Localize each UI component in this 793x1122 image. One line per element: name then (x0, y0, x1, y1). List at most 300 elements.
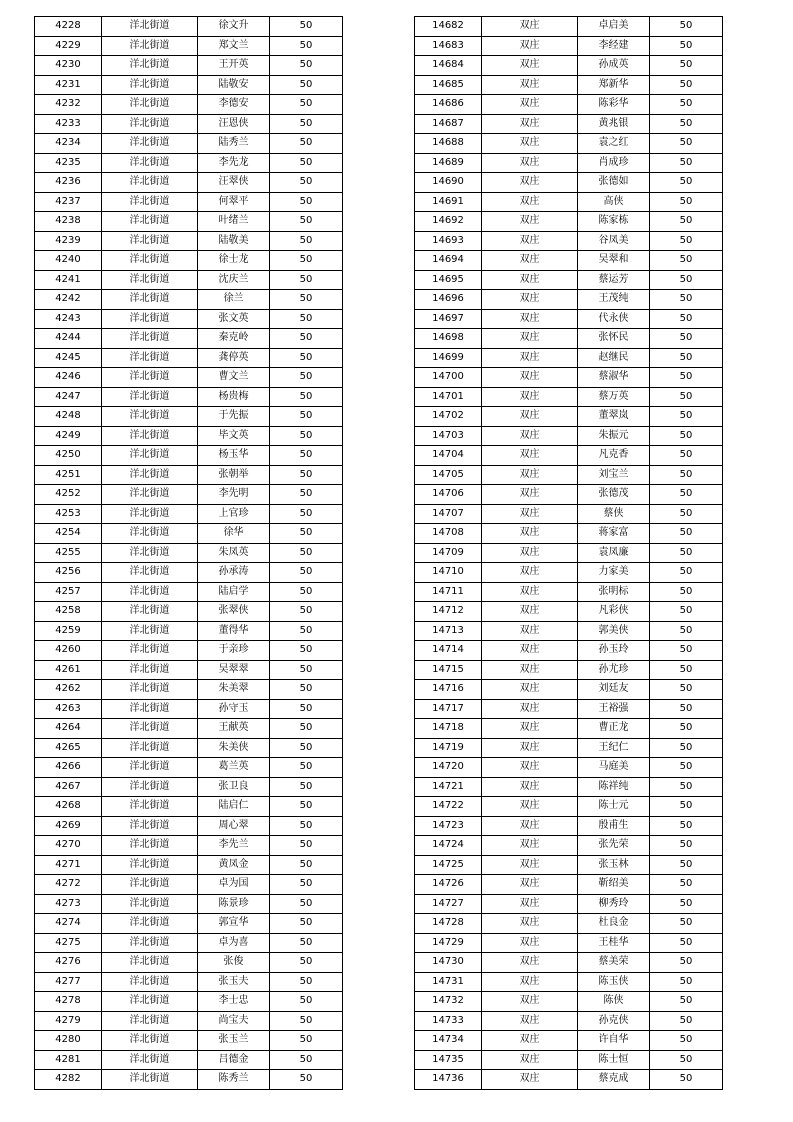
area-cell: 洋北街道 (102, 309, 198, 329)
amount-cell: 50 (650, 348, 723, 368)
row-id-cell: 14696 (415, 290, 482, 310)
area-cell: 双庄 (482, 290, 578, 310)
name-cell: 郭美侠 (578, 621, 650, 641)
amount-cell: 50 (650, 329, 723, 349)
table-row (35, 329, 343, 349)
row-id-cell: 14701 (415, 387, 482, 407)
area-cell: 洋北街道 (102, 680, 198, 700)
row-id-cell: 14700 (415, 368, 482, 388)
area-cell: 双庄 (482, 446, 578, 466)
row-id-cell: 4281 (35, 1050, 102, 1070)
row-id-cell: 14723 (415, 816, 482, 836)
name-cell: 蔡美荣 (578, 953, 650, 973)
row-id-cell: 4230 (35, 56, 102, 76)
name-cell: 殷甫生 (578, 816, 650, 836)
row-id-cell: 4253 (35, 504, 102, 524)
name-cell: 张俊 (198, 953, 270, 973)
amount-cell: 50 (270, 212, 343, 232)
amount-cell: 50 (270, 699, 343, 719)
row-id-cell: 14726 (415, 875, 482, 895)
amount-cell: 50 (270, 134, 343, 154)
name-cell: 王纪仁 (578, 738, 650, 758)
table-row (35, 699, 343, 719)
area-cell: 双庄 (482, 17, 578, 37)
area-cell: 双庄 (482, 758, 578, 778)
left-table (34, 16, 343, 1090)
amount-cell: 50 (270, 836, 343, 856)
amount-cell: 50 (270, 660, 343, 680)
name-cell: 肖成珍 (578, 153, 650, 173)
area-cell: 洋北街道 (102, 485, 198, 505)
name-cell: 赵继民 (578, 348, 650, 368)
row-id-cell: 4237 (35, 192, 102, 212)
area-cell: 双庄 (482, 95, 578, 115)
left-table-body (35, 17, 343, 1090)
area-cell: 洋北街道 (102, 504, 198, 524)
name-cell: 力家美 (578, 563, 650, 583)
row-id-cell: 4248 (35, 407, 102, 427)
amount-cell: 50 (270, 309, 343, 329)
table-row (415, 426, 723, 446)
area-cell: 双庄 (482, 251, 578, 271)
amount-cell: 50 (270, 348, 343, 368)
table-row (415, 1031, 723, 1051)
area-cell: 洋北街道 (102, 894, 198, 914)
area-cell: 双庄 (482, 309, 578, 329)
area-cell: 洋北街道 (102, 1070, 198, 1090)
name-cell: 沈庆兰 (198, 270, 270, 290)
table-row (415, 1050, 723, 1070)
row-id-cell: 4239 (35, 231, 102, 251)
area-cell: 洋北街道 (102, 953, 198, 973)
row-id-cell: 14717 (415, 699, 482, 719)
table-row (35, 17, 343, 37)
table-row (415, 777, 723, 797)
table-row (35, 309, 343, 329)
name-cell: 王开英 (198, 56, 270, 76)
row-id-cell: 4273 (35, 894, 102, 914)
name-cell: 吴翠翠 (198, 660, 270, 680)
amount-cell: 50 (270, 719, 343, 739)
name-cell: 王茂纯 (578, 290, 650, 310)
area-cell: 洋北街道 (102, 290, 198, 310)
table-row (415, 95, 723, 115)
name-cell: 张玉林 (578, 855, 650, 875)
table-row (415, 56, 723, 76)
table-row (35, 875, 343, 895)
name-cell: 吕德金 (198, 1050, 270, 1070)
area-cell: 洋北街道 (102, 816, 198, 836)
name-cell: 陈景珍 (198, 894, 270, 914)
amount-cell: 50 (270, 563, 343, 583)
row-id-cell: 14729 (415, 933, 482, 953)
name-cell: 张翠侠 (198, 602, 270, 622)
table-row (415, 231, 723, 251)
amount-cell: 50 (650, 797, 723, 817)
row-id-cell: 14731 (415, 972, 482, 992)
amount-cell: 50 (270, 738, 343, 758)
table-row (415, 992, 723, 1012)
area-cell: 洋北街道 (102, 1031, 198, 1051)
amount-cell: 50 (650, 1070, 723, 1090)
table-row (35, 914, 343, 934)
table-row (415, 134, 723, 154)
row-id-cell: 4254 (35, 524, 102, 544)
amount-cell: 50 (650, 1031, 723, 1051)
amount-cell: 50 (650, 855, 723, 875)
row-id-cell: 4272 (35, 875, 102, 895)
area-cell: 双庄 (482, 563, 578, 583)
amount-cell: 50 (650, 758, 723, 778)
table-row (415, 875, 723, 895)
amount-cell: 50 (650, 95, 723, 115)
name-cell: 张玉夫 (198, 972, 270, 992)
amount-cell: 50 (270, 777, 343, 797)
row-id-cell: 14728 (415, 914, 482, 934)
area-cell: 双庄 (482, 777, 578, 797)
row-id-cell: 14736 (415, 1070, 482, 1090)
row-id-cell: 4268 (35, 797, 102, 817)
area-cell: 双庄 (482, 524, 578, 544)
amount-cell: 50 (650, 660, 723, 680)
amount-cell: 50 (270, 75, 343, 95)
amount-cell: 50 (650, 485, 723, 505)
row-id-cell: 4238 (35, 212, 102, 232)
row-id-cell: 4256 (35, 563, 102, 583)
area-cell: 洋北街道 (102, 134, 198, 154)
amount-cell: 50 (650, 17, 723, 37)
amount-cell: 50 (270, 524, 343, 544)
table-row (35, 972, 343, 992)
row-id-cell: 4229 (35, 36, 102, 56)
table-row (35, 153, 343, 173)
row-id-cell: 14735 (415, 1050, 482, 1070)
area-cell: 双庄 (482, 212, 578, 232)
row-id-cell: 14722 (415, 797, 482, 817)
amount-cell: 50 (650, 582, 723, 602)
amount-cell: 50 (650, 36, 723, 56)
table-row (35, 251, 343, 271)
table-row (415, 387, 723, 407)
table-row (35, 290, 343, 310)
table-row (415, 660, 723, 680)
table-row (35, 114, 343, 134)
table-row (415, 972, 723, 992)
area-cell: 洋北街道 (102, 875, 198, 895)
table-row (415, 368, 723, 388)
row-id-cell: 14706 (415, 485, 482, 505)
name-cell: 徐兰 (198, 290, 270, 310)
table-row (35, 465, 343, 485)
row-id-cell: 14718 (415, 719, 482, 739)
table-row (415, 212, 723, 232)
name-cell: 叶绪兰 (198, 212, 270, 232)
row-id-cell: 4275 (35, 933, 102, 953)
amount-cell: 50 (650, 621, 723, 641)
area-cell: 洋北街道 (102, 582, 198, 602)
table-row (35, 1050, 343, 1070)
row-id-cell: 14715 (415, 660, 482, 680)
table-row (35, 953, 343, 973)
area-cell: 双庄 (482, 368, 578, 388)
row-id-cell: 14716 (415, 680, 482, 700)
area-cell: 洋北街道 (102, 75, 198, 95)
amount-cell: 50 (270, 816, 343, 836)
name-cell: 卓启美 (578, 17, 650, 37)
name-cell: 于亲珍 (198, 641, 270, 661)
area-cell: 双庄 (482, 738, 578, 758)
table-row (35, 641, 343, 661)
table-row (415, 290, 723, 310)
name-cell: 凡彩侠 (578, 602, 650, 622)
name-cell: 陆启仁 (198, 797, 270, 817)
area-cell: 洋北街道 (102, 855, 198, 875)
amount-cell: 50 (270, 192, 343, 212)
row-id-cell: 4267 (35, 777, 102, 797)
name-cell: 郑文兰 (198, 36, 270, 56)
table-row (415, 641, 723, 661)
amount-cell: 50 (650, 173, 723, 193)
amount-cell: 50 (650, 699, 723, 719)
table-row (35, 1031, 343, 1051)
name-cell: 马庭美 (578, 758, 650, 778)
amount-cell: 50 (650, 543, 723, 563)
right-table (414, 16, 723, 1090)
row-id-cell: 14719 (415, 738, 482, 758)
name-cell: 陈彩华 (578, 95, 650, 115)
area-cell: 洋北街道 (102, 777, 198, 797)
area-cell: 双庄 (482, 816, 578, 836)
table-row (415, 348, 723, 368)
table-row (415, 855, 723, 875)
area-cell: 洋北街道 (102, 543, 198, 563)
name-cell: 毕文英 (198, 426, 270, 446)
name-cell: 谷凤美 (578, 231, 650, 251)
row-id-cell: 4270 (35, 836, 102, 856)
table-row (415, 582, 723, 602)
area-cell: 洋北街道 (102, 368, 198, 388)
table-row (35, 173, 343, 193)
table-row (35, 582, 343, 602)
row-id-cell: 14724 (415, 836, 482, 856)
table-row (35, 36, 343, 56)
name-cell: 于先振 (198, 407, 270, 427)
amount-cell: 50 (270, 602, 343, 622)
row-id-cell: 4250 (35, 446, 102, 466)
area-cell: 洋北街道 (102, 602, 198, 622)
amount-cell: 50 (270, 953, 343, 973)
area-cell: 洋北街道 (102, 251, 198, 271)
area-cell: 双庄 (482, 153, 578, 173)
row-id-cell: 14732 (415, 992, 482, 1012)
table-row (35, 368, 343, 388)
table-row (35, 719, 343, 739)
amount-cell: 50 (270, 290, 343, 310)
amount-cell: 50 (270, 485, 343, 505)
row-id-cell: 4263 (35, 699, 102, 719)
table-row (35, 192, 343, 212)
name-cell: 尚宝夫 (198, 1011, 270, 1031)
row-id-cell: 4269 (35, 816, 102, 836)
amount-cell: 50 (270, 797, 343, 817)
area-cell: 双庄 (482, 972, 578, 992)
amount-cell: 50 (650, 563, 723, 583)
amount-cell: 50 (650, 719, 723, 739)
area-cell: 双庄 (482, 582, 578, 602)
amount-cell: 50 (270, 1031, 343, 1051)
row-id-cell: 14686 (415, 95, 482, 115)
row-id-cell: 4246 (35, 368, 102, 388)
area-cell: 双庄 (482, 641, 578, 661)
amount-cell: 50 (270, 504, 343, 524)
name-cell: 蔡淑华 (578, 368, 650, 388)
area-cell: 双庄 (482, 465, 578, 485)
name-cell: 陈家栋 (578, 212, 650, 232)
area-cell: 洋北街道 (102, 563, 198, 583)
table-row (415, 738, 723, 758)
amount-cell: 50 (650, 816, 723, 836)
right-table-body (415, 17, 723, 1090)
amount-cell: 50 (650, 290, 723, 310)
amount-cell: 50 (270, 426, 343, 446)
name-cell: 孙守玉 (198, 699, 270, 719)
name-cell: 孙尤珍 (578, 660, 650, 680)
amount-cell: 50 (270, 621, 343, 641)
area-cell: 洋北街道 (102, 426, 198, 446)
area-cell: 洋北街道 (102, 153, 198, 173)
area-cell: 洋北街道 (102, 465, 198, 485)
row-id-cell: 14702 (415, 407, 482, 427)
row-id-cell: 14733 (415, 1011, 482, 1031)
row-id-cell: 14703 (415, 426, 482, 446)
area-cell: 洋北街道 (102, 114, 198, 134)
table-row (415, 309, 723, 329)
amount-cell: 50 (270, 270, 343, 290)
area-cell: 洋北街道 (102, 621, 198, 641)
table-row (35, 387, 343, 407)
area-cell: 双庄 (482, 114, 578, 134)
amount-cell: 50 (650, 153, 723, 173)
row-id-cell: 14712 (415, 602, 482, 622)
row-id-cell: 4257 (35, 582, 102, 602)
name-cell: 李经建 (578, 36, 650, 56)
table-row (415, 329, 723, 349)
table-row (415, 543, 723, 563)
row-id-cell: 4274 (35, 914, 102, 934)
row-id-cell: 14684 (415, 56, 482, 76)
name-cell: 张明标 (578, 582, 650, 602)
amount-cell: 50 (650, 251, 723, 271)
row-id-cell: 14688 (415, 134, 482, 154)
amount-cell: 50 (270, 1070, 343, 1090)
name-cell: 汪恩侠 (198, 114, 270, 134)
area-cell: 双庄 (482, 329, 578, 349)
area-cell: 双庄 (482, 426, 578, 446)
row-id-cell: 14698 (415, 329, 482, 349)
name-cell: 孙承涛 (198, 563, 270, 583)
table-row (35, 758, 343, 778)
table-row (415, 192, 723, 212)
table-row (35, 446, 343, 466)
area-cell: 双庄 (482, 719, 578, 739)
name-cell: 蔡万英 (578, 387, 650, 407)
table-row (415, 465, 723, 485)
table-row (35, 894, 343, 914)
amount-cell: 50 (270, 329, 343, 349)
table-row (35, 602, 343, 622)
row-id-cell: 4228 (35, 17, 102, 37)
amount-cell: 50 (270, 972, 343, 992)
table-row (35, 231, 343, 251)
row-id-cell: 4276 (35, 953, 102, 973)
row-id-cell: 14690 (415, 173, 482, 193)
amount-cell: 50 (650, 680, 723, 700)
row-id-cell: 4251 (35, 465, 102, 485)
amount-cell: 50 (270, 446, 343, 466)
table-row (35, 56, 343, 76)
amount-cell: 50 (270, 933, 343, 953)
area-cell: 双庄 (482, 75, 578, 95)
row-id-cell: 14694 (415, 251, 482, 271)
table-row (35, 524, 343, 544)
area-cell: 双庄 (482, 173, 578, 193)
row-id-cell: 14720 (415, 758, 482, 778)
table-row (415, 270, 723, 290)
area-cell: 洋北街道 (102, 719, 198, 739)
row-id-cell: 14697 (415, 309, 482, 329)
area-cell: 双庄 (482, 192, 578, 212)
row-id-cell: 14734 (415, 1031, 482, 1051)
name-cell: 柳秀玲 (578, 894, 650, 914)
area-cell: 双庄 (482, 992, 578, 1012)
name-cell: 杨贵梅 (198, 387, 270, 407)
amount-cell: 50 (650, 407, 723, 427)
name-cell: 朱凤英 (198, 543, 270, 563)
amount-cell: 50 (270, 36, 343, 56)
area-cell: 双庄 (482, 855, 578, 875)
row-id-cell: 4266 (35, 758, 102, 778)
name-cell: 杨玉华 (198, 446, 270, 466)
amount-cell: 50 (650, 56, 723, 76)
amount-cell: 50 (270, 368, 343, 388)
amount-cell: 50 (270, 153, 343, 173)
area-cell: 双庄 (482, 680, 578, 700)
amount-cell: 50 (650, 875, 723, 895)
table-row (415, 563, 723, 583)
area-cell: 双庄 (482, 348, 578, 368)
name-cell: 陈秀兰 (198, 1070, 270, 1090)
area-cell: 双庄 (482, 485, 578, 505)
amount-cell: 50 (650, 446, 723, 466)
name-cell: 何翠平 (198, 192, 270, 212)
table-row (415, 1070, 723, 1090)
area-cell: 洋北街道 (102, 914, 198, 934)
name-cell: 王裕强 (578, 699, 650, 719)
amount-cell: 50 (650, 309, 723, 329)
name-cell: 卓为喜 (198, 933, 270, 953)
table-row (415, 36, 723, 56)
area-cell: 洋北街道 (102, 660, 198, 680)
row-id-cell: 4258 (35, 602, 102, 622)
row-id-cell: 14721 (415, 777, 482, 797)
amount-cell: 50 (270, 582, 343, 602)
area-cell: 双庄 (482, 953, 578, 973)
area-cell: 双庄 (482, 543, 578, 563)
area-cell: 洋北街道 (102, 348, 198, 368)
name-cell: 张玉兰 (198, 1031, 270, 1051)
row-id-cell: 4242 (35, 290, 102, 310)
area-cell: 洋北街道 (102, 641, 198, 661)
